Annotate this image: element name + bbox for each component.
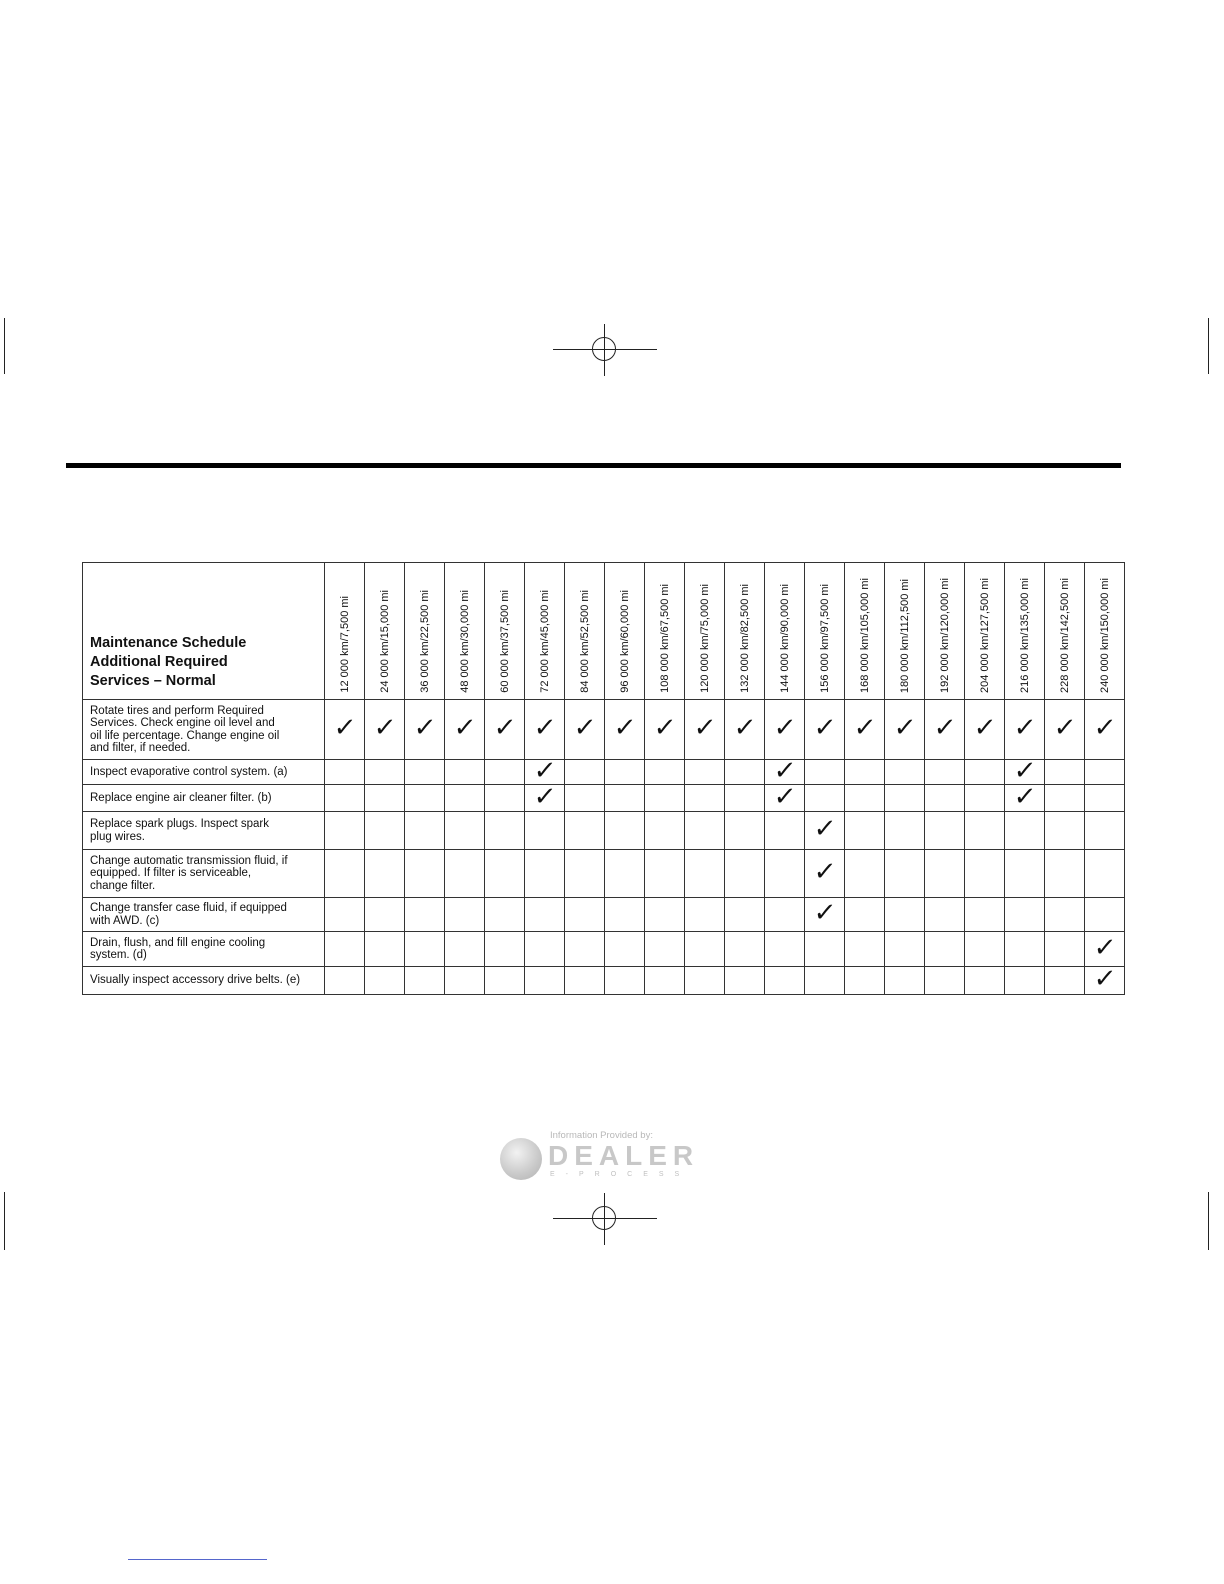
checkmark-icon: ✓	[1092, 932, 1117, 963]
service-description	[83, 760, 325, 785]
schedule-cell	[1005, 898, 1045, 932]
checkmark-icon: ✓	[972, 713, 997, 743]
service-description-line: Change transfer case fluid, if equipped	[90, 902, 287, 914]
checkmark-icon: ✓	[412, 713, 437, 743]
table-header-row	[83, 563, 1125, 700]
schedule-cell	[445, 785, 485, 812]
checkmark-icon: ✓	[652, 713, 677, 743]
schedule-cell	[1085, 785, 1125, 812]
schedule-cell	[485, 967, 525, 995]
interval-label: 120 000 km/75,000 mi	[698, 584, 711, 693]
interval-header	[645, 563, 685, 700]
schedule-cell	[525, 932, 565, 967]
schedule-cell	[925, 812, 965, 850]
schedule-cell	[965, 812, 1005, 850]
schedule-cell	[485, 812, 525, 850]
interval-header	[1005, 563, 1045, 700]
crop-mark-left-bottom	[4, 1192, 5, 1250]
schedule-cell	[765, 700, 805, 760]
schedule-cell	[485, 700, 525, 760]
table-title	[83, 563, 325, 700]
checkmark-icon: ✓	[772, 781, 797, 812]
interval-header	[565, 563, 605, 700]
schedule-cell	[525, 781, 565, 812]
bottom-link-line	[128, 1559, 267, 1560]
interval-header	[485, 563, 525, 700]
schedule-cell	[885, 967, 925, 995]
header-rule	[66, 463, 1121, 468]
schedule-cell	[765, 898, 805, 932]
table-row	[83, 785, 1125, 812]
schedule-cell	[965, 898, 1005, 932]
interval-header	[405, 563, 445, 700]
schedule-cell	[805, 932, 845, 967]
interval-header	[1045, 563, 1085, 700]
interval-label: 84 000 km/52,500 mi	[578, 590, 591, 693]
schedule-cell	[765, 932, 805, 967]
service-description	[83, 812, 325, 850]
interval-label: 180 000 km/112,500 mi	[898, 578, 911, 693]
schedule-cell	[1045, 967, 1085, 995]
table-title-line-1: Maintenance Schedule	[90, 635, 247, 651]
schedule-cell	[1045, 785, 1085, 812]
schedule-cell	[645, 967, 685, 995]
schedule-cell	[725, 700, 765, 760]
service-description-line: equipped. If filter is serviceable,	[90, 867, 252, 880]
table-row	[83, 932, 1125, 967]
interval-label: 60 000 km/37,500 mi	[498, 590, 511, 693]
schedule-cell	[565, 967, 605, 995]
schedule-cell	[405, 967, 445, 995]
schedule-cell	[325, 967, 365, 995]
checkmark-icon: ✓	[332, 713, 357, 743]
checkmark-icon: ✓	[572, 713, 597, 743]
schedule-cell	[685, 785, 725, 812]
checkmark-icon: ✓	[1012, 781, 1037, 812]
schedule-cell	[685, 760, 725, 785]
table-row	[83, 898, 1125, 932]
schedule-cell	[445, 760, 485, 785]
checkmark-icon: ✓	[532, 781, 557, 812]
schedule-cell	[1085, 850, 1125, 898]
schedule-cell	[485, 898, 525, 932]
schedule-cell	[1045, 850, 1085, 898]
schedule-cell	[925, 785, 965, 812]
schedule-cell	[365, 850, 405, 898]
schedule-cell	[445, 967, 485, 995]
schedule-cell	[965, 932, 1005, 967]
schedule-cell	[645, 898, 685, 932]
schedule-cell	[885, 760, 925, 785]
service-description-line: Inspect evaporative control system. (a)	[90, 765, 288, 778]
service-description-line: Rotate tires and perform Required	[90, 704, 264, 717]
interval-label: 12 000 km/7,500 mi	[338, 596, 351, 693]
service-description	[83, 967, 325, 995]
schedule-cell	[965, 850, 1005, 898]
interval-header	[605, 563, 645, 700]
checkmark-icon: ✓	[812, 713, 837, 743]
interval-header	[765, 563, 805, 700]
schedule-cell	[1005, 755, 1045, 786]
schedule-cell	[645, 785, 685, 812]
schedule-cell	[645, 932, 685, 967]
schedule-cell	[445, 898, 485, 932]
interval-header	[1085, 563, 1125, 700]
schedule-cell	[1005, 812, 1045, 850]
schedule-cell	[525, 700, 565, 760]
service-description-line: Change automatic transmission fluid, if	[90, 854, 288, 867]
schedule-cell	[525, 850, 565, 898]
schedule-cell	[845, 760, 885, 785]
service-description	[83, 785, 325, 812]
watermark-brand: DEALER	[548, 1140, 700, 1171]
schedule-cell	[485, 932, 525, 967]
schedule-cell	[485, 850, 525, 898]
watermark-sub: E-PROCESS	[550, 1171, 691, 1178]
interval-header	[325, 563, 365, 700]
schedule-cell	[685, 932, 725, 967]
interval-header	[805, 563, 845, 700]
schedule-cell	[1005, 700, 1045, 760]
schedule-cell	[645, 700, 685, 760]
schedule-cell	[805, 967, 845, 995]
schedule-cell	[485, 760, 525, 785]
checkmark-icon: ✓	[732, 713, 757, 743]
schedule-cell	[325, 932, 365, 967]
table-row	[83, 760, 1125, 785]
interval-label: 216 000 km/135,000 mi	[1018, 578, 1031, 693]
schedule-cell	[405, 932, 445, 967]
schedule-cell	[405, 812, 445, 850]
schedule-cell	[1045, 932, 1085, 967]
schedule-cell	[685, 850, 725, 898]
schedule-cell	[1045, 760, 1085, 785]
checkmark-icon: ✓	[812, 814, 837, 844]
service-description	[83, 898, 325, 932]
schedule-cell	[885, 898, 925, 932]
checkmark-icon: ✓	[452, 713, 477, 743]
schedule-cell	[725, 812, 765, 850]
crop-mark-right-bottom	[1208, 1192, 1209, 1250]
schedule-cell	[685, 967, 725, 995]
schedule-cell	[725, 898, 765, 932]
schedule-cell	[925, 898, 965, 932]
service-description-line: Drain, flush, and fill engine cooling	[90, 936, 266, 949]
service-description	[83, 700, 325, 760]
interval-header	[525, 563, 565, 700]
schedule-cell	[725, 785, 765, 812]
checkmark-icon: ✓	[932, 713, 957, 743]
schedule-cell	[565, 785, 605, 812]
schedule-cell	[845, 932, 885, 967]
interval-header	[885, 563, 925, 700]
interval-label: 132 000 km/82,500 mi	[738, 584, 751, 693]
schedule-cell	[405, 898, 445, 932]
service-description-line: Services. Check engine oil level and	[90, 717, 275, 729]
interval-label: 24 000 km/15,000 mi	[378, 590, 391, 693]
schedule-cell	[845, 812, 885, 850]
interval-header	[685, 563, 725, 700]
checkmark-icon: ✓	[892, 713, 917, 743]
schedule-cell	[685, 812, 725, 850]
interval-label: 240 000 km/150,000 mi	[1098, 578, 1111, 693]
schedule-cell	[1005, 781, 1045, 812]
schedule-cell	[925, 967, 965, 995]
service-description-line: system. (d)	[90, 949, 147, 961]
table-title-line-3: Services – Normal	[90, 673, 216, 689]
schedule-cell	[885, 812, 925, 850]
interval-label: 108 000 km/67,500 mi	[658, 584, 671, 693]
checkmark-icon: ✓	[612, 713, 637, 743]
service-description-line: oil life percentage. Change engine oil	[90, 729, 280, 742]
schedule-cell	[325, 898, 365, 932]
schedule-cell	[565, 898, 605, 932]
schedule-cell	[605, 700, 645, 760]
schedule-cell	[1085, 964, 1125, 995]
schedule-cell	[965, 967, 1005, 995]
schedule-cell	[805, 812, 845, 850]
schedule-cell	[725, 850, 765, 898]
checkmark-icon: ✓	[692, 713, 717, 743]
schedule-cell	[565, 700, 605, 760]
schedule-cell	[325, 760, 365, 785]
checkmark-icon: ✓	[772, 713, 797, 743]
schedule-cell	[1085, 760, 1125, 785]
service-description-line: with AWD. (c)	[90, 914, 160, 927]
registration-mark-bottom	[553, 1193, 657, 1245]
schedule-cell	[765, 812, 805, 850]
schedule-cell	[845, 898, 885, 932]
interval-label: 228 000 km/142,500 mi	[1058, 578, 1071, 693]
checkmark-icon: ✓	[1092, 964, 1117, 994]
crop-mark-right-top	[1208, 318, 1209, 374]
schedule-cell	[365, 785, 405, 812]
interval-header	[925, 563, 965, 700]
schedule-cell	[845, 967, 885, 995]
checkmark-icon: ✓	[812, 898, 837, 928]
schedule-cell	[645, 812, 685, 850]
schedule-cell	[405, 850, 445, 898]
schedule-cell	[525, 898, 565, 932]
schedule-cell	[925, 850, 965, 898]
schedule-cell	[605, 812, 645, 850]
checkmark-icon: ✓	[1052, 713, 1077, 743]
table-row	[83, 967, 1125, 995]
schedule-cell	[525, 967, 565, 995]
checkmark-icon: ✓	[1012, 755, 1037, 786]
schedule-cell	[1005, 932, 1045, 967]
schedule-cell	[525, 812, 565, 850]
dealer-eprocess-watermark	[500, 1130, 700, 1186]
schedule-cell	[365, 932, 405, 967]
service-description-line: plug wires.	[90, 830, 145, 843]
checkmark-icon: ✓	[852, 713, 877, 743]
checkmark-icon: ✓	[812, 857, 837, 887]
schedule-cell	[565, 850, 605, 898]
interval-label: 96 000 km/60,000 mi	[618, 590, 631, 693]
schedule-cell	[885, 850, 925, 898]
interval-header	[845, 563, 885, 700]
crop-mark-left-top	[4, 318, 5, 374]
schedule-cell	[885, 700, 925, 760]
dealer-logo-icon	[500, 1138, 542, 1180]
checkmark-icon: ✓	[772, 755, 797, 786]
schedule-cell	[605, 932, 645, 967]
schedule-cell	[605, 850, 645, 898]
schedule-cell	[1045, 898, 1085, 932]
schedule-cell	[445, 700, 485, 760]
schedule-cell	[365, 812, 405, 850]
schedule-cell	[1085, 700, 1125, 760]
schedule-cell	[685, 898, 725, 932]
interval-header	[965, 563, 1005, 700]
schedule-cell	[805, 760, 845, 785]
schedule-cell	[1085, 812, 1125, 850]
schedule-cell	[1085, 932, 1125, 967]
schedule-cell	[445, 932, 485, 967]
schedule-cell	[605, 785, 645, 812]
schedule-cell	[565, 932, 605, 967]
schedule-cell	[325, 850, 365, 898]
schedule-cell	[365, 760, 405, 785]
interval-label: 36 000 km/22,500 mi	[418, 590, 431, 693]
schedule-cell	[1005, 850, 1045, 898]
maintenance-schedule-table	[82, 562, 1125, 995]
schedule-cell	[725, 932, 765, 967]
interval-label: 72 000 km/45,000 mi	[538, 590, 551, 693]
table-title-line-2: Additional Required	[90, 654, 228, 670]
schedule-cell	[845, 850, 885, 898]
checkmark-icon: ✓	[1092, 713, 1117, 743]
interval-label: 144 000 km/90,000 mi	[778, 584, 791, 693]
checkmark-icon: ✓	[492, 713, 517, 743]
service-description-line: Replace engine air cleaner filter. (b)	[90, 791, 272, 804]
schedule-cell	[1085, 898, 1125, 932]
schedule-cell	[485, 785, 525, 812]
schedule-cell	[805, 700, 845, 760]
service-description-line: Replace spark plugs. Inspect spark	[90, 818, 269, 830]
schedule-cell	[925, 700, 965, 760]
checkmark-icon: ✓	[532, 755, 557, 786]
schedule-cell	[845, 785, 885, 812]
schedule-cell	[405, 760, 445, 785]
schedule-cell	[725, 760, 765, 785]
schedule-cell	[405, 700, 445, 760]
registration-mark-top	[553, 324, 657, 376]
schedule-cell	[725, 967, 765, 995]
schedule-cell	[605, 760, 645, 785]
checkmark-icon: ✓	[532, 713, 557, 743]
schedule-cell	[325, 700, 365, 760]
schedule-cell	[805, 898, 845, 932]
service-description	[83, 850, 325, 898]
table-row	[83, 700, 1125, 760]
schedule-cell	[645, 760, 685, 785]
schedule-cell	[685, 700, 725, 760]
schedule-cell	[525, 755, 565, 786]
schedule-cell	[565, 812, 605, 850]
interval-header	[365, 563, 405, 700]
checkmark-icon: ✓	[1012, 713, 1037, 743]
watermark-provided-by: Information Provided by:	[550, 1130, 653, 1141]
schedule-cell	[765, 850, 805, 898]
checkmark-icon: ✓	[372, 713, 397, 743]
schedule-cell	[365, 700, 405, 760]
schedule-cell	[805, 850, 845, 898]
interval-label: 168 000 km/105,000 mi	[858, 578, 871, 693]
interval-label: 48 000 km/30,000 mi	[458, 590, 471, 693]
schedule-cell	[765, 967, 805, 995]
schedule-cell	[325, 785, 365, 812]
schedule-cell	[1045, 700, 1085, 760]
schedule-cell	[805, 785, 845, 812]
schedule-cell	[365, 967, 405, 995]
schedule-cell	[605, 967, 645, 995]
interval-label: 156 000 km/97,500 mi	[818, 584, 831, 693]
service-description	[83, 932, 325, 967]
table-row	[83, 850, 1125, 898]
schedule-cell	[965, 700, 1005, 760]
schedule-cell	[765, 781, 805, 812]
schedule-cell	[765, 755, 805, 786]
schedule-cell	[565, 760, 605, 785]
schedule-cell	[925, 932, 965, 967]
service-description-line: Visually inspect accessory drive belts. (e)	[90, 974, 301, 987]
interval-header	[445, 563, 485, 700]
interval-header	[725, 563, 765, 700]
schedule-cell	[445, 850, 485, 898]
table-row	[83, 812, 1125, 850]
schedule-cell	[885, 785, 925, 812]
schedule-cell	[965, 785, 1005, 812]
schedule-cell	[365, 898, 405, 932]
schedule-cell	[445, 812, 485, 850]
schedule-cell	[885, 932, 925, 967]
schedule-cell	[1045, 812, 1085, 850]
schedule-cell	[845, 700, 885, 760]
schedule-cell	[605, 898, 645, 932]
schedule-cell	[1005, 967, 1045, 995]
schedule-cell	[965, 760, 1005, 785]
service-description-line: change filter.	[90, 879, 156, 892]
schedule-cell	[325, 812, 365, 850]
interval-label: 192 000 km/120,000 mi	[938, 578, 951, 693]
schedule-cell	[925, 760, 965, 785]
schedule-cell	[645, 850, 685, 898]
service-description-line: and filter, if needed.	[90, 742, 191, 754]
schedule-cell	[405, 785, 445, 812]
interval-label: 204 000 km/127,500 mi	[978, 578, 991, 693]
